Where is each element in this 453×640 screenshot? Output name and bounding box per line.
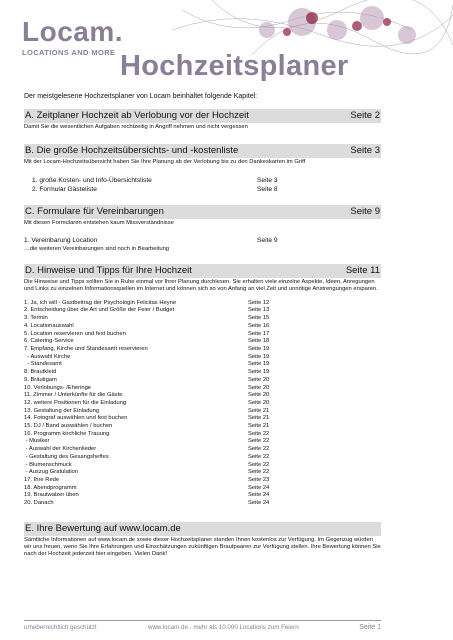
- toc-page: Seite 20: [248, 384, 270, 391]
- toc-label: 5. Location reservieren und fest buchen: [24, 330, 126, 337]
- section-title: C. Formulare für Vereinbarungen: [25, 205, 164, 217]
- section-header[interactable]: [24, 522, 381, 536]
- toc-page: Seite 22: [248, 469, 270, 476]
- toc-page: Seite 22: [248, 453, 270, 460]
- toc-row[interactable]: [24, 385, 381, 393]
- toc-label: 12. weitere Positionen für die Einladung: [24, 399, 127, 406]
- section-page: Seite 2: [350, 110, 380, 121]
- toc-label: 20. Danach: [24, 500, 54, 507]
- toc-row[interactable]: [24, 485, 381, 493]
- toc-row[interactable]: [24, 300, 381, 308]
- toc-row[interactable]: [24, 500, 381, 508]
- toc-label: 14. Fotograf auswählen und fest buchen: [24, 415, 128, 422]
- toc-page: Seite 20: [248, 392, 270, 399]
- list-item-label: 1. Vereinbarung Location: [24, 236, 98, 244]
- section-c-list: [24, 236, 381, 245]
- toc-row[interactable]: [24, 438, 381, 446]
- section-c: [24, 205, 381, 254]
- section-title: D. Hinweise und Tipps für Ihre Hochzeit: [25, 265, 192, 277]
- toc-page: Seite 21: [248, 423, 270, 430]
- section-page: Seite 9: [350, 205, 380, 217]
- section-header[interactable]: [24, 109, 381, 123]
- toc-row[interactable]: [24, 361, 381, 369]
- toc-row[interactable]: [24, 492, 381, 500]
- logo-tagline: LOCATIONS AND MORE: [22, 48, 116, 57]
- toc-label: - Musiker: [24, 438, 50, 445]
- main-content: [24, 93, 381, 559]
- toc-label: 6. Catering-Service: [24, 338, 74, 345]
- toc-label: - Auswahl der Kirchenlieder: [24, 446, 97, 453]
- section-b: [24, 144, 381, 193]
- toc-row[interactable]: [24, 346, 381, 354]
- toc-label: - Auszug Gratulation: [24, 469, 79, 476]
- toc-label: 15. DJ / Band auswählen / buchen: [24, 423, 113, 430]
- toc-page: Seite 16: [248, 322, 270, 329]
- logo-wordmark: [22, 18, 123, 46]
- toc-page: Seite 18: [248, 338, 270, 345]
- list-item[interactable]: [24, 236, 381, 245]
- toc-page: Seite 20: [248, 376, 270, 383]
- section-title: B. Die große Hochzeitsübersichts- und -kostenliste: [25, 145, 239, 157]
- toc-row[interactable]: [24, 307, 381, 315]
- toc-page: Seite 22: [248, 461, 270, 468]
- toc-label: 11. Zimmer / Unterkünfte für die Gäste: [24, 392, 123, 399]
- toc-row[interactable]: [24, 454, 381, 462]
- toc-label: 3. Termin: [24, 315, 48, 322]
- toc-label: 17. Ihre Rede: [24, 476, 60, 483]
- section-b-list: [24, 176, 381, 194]
- toc-label: 18. Abendprogramm: [24, 484, 77, 491]
- toc-page: Seite 24: [248, 500, 270, 507]
- toc-page: Seite 19: [248, 369, 270, 376]
- list-item-page: Seite 9: [257, 236, 278, 244]
- toc-label: 4. Locationauswahl: [24, 322, 74, 329]
- section-d-toc: [24, 300, 381, 508]
- section-page: Seite 3: [350, 145, 380, 157]
- section-title: A. Zeitplaner Hochzeit ab Verlobung vor der Hochzeit: [25, 110, 249, 121]
- toc-row[interactable]: [24, 415, 381, 423]
- section-description: Damit Sie die wesentlichen Aufgaben rechtzeitig in Angriff nehmen und nicht vergessen: [24, 124, 248, 130]
- section-description: Sämtliche Informationen auf www.locam.de sowie dieser Hochzeitsplaner standen Ihnen kostenlos zur Verfügung. Im Gegenzug würden wir uns freuen, wenn Sie Ihre Erfahrungen und Einschätzungen zukünftigen Brautpaaren zur Verfügung stellen. Ihre Bewertung können Sie nach der Hochzeit jederzeit hier eingeben. Vielen Dank!: [24, 536, 381, 558]
- toc-page: Seite 19: [248, 361, 270, 368]
- toc-label: 19. Brautwalzer üben: [24, 492, 79, 499]
- list-item-label: 2. Formular Gästeliste: [32, 185, 97, 193]
- toc-page: Seite 22: [248, 438, 270, 445]
- logo-text: Locam.: [22, 16, 124, 47]
- toc-page: Seite 19: [248, 353, 270, 360]
- footer-copyright: urheberrechtlich geschützt: [24, 624, 97, 631]
- toc-label: 10. Verlobungs- /Eheringe: [24, 384, 92, 391]
- toc-label: - Auswahl Kirche: [24, 353, 71, 360]
- toc-label: 7. Empfang, Kirche und Standesamt reservieren: [24, 346, 148, 352]
- toc-row[interactable]: [24, 431, 381, 439]
- section-description: Mit der Locam-Hochzeitsübersicht haben Sie Ihre Planung ab der Verlobung bis zu den Dankeskarten im Griff: [24, 159, 306, 166]
- toc-page: Seite 15: [248, 315, 270, 322]
- toc-row[interactable]: [24, 331, 381, 339]
- page-footer: [24, 620, 381, 633]
- toc-page: Seite 21: [248, 415, 270, 422]
- footer-website-link[interactable]: www.locam.de - mehr als 10.000 Locations zum Feiern: [148, 624, 299, 631]
- section-description: Mit diesen Formularen entstehen kaum Missverständnisse: [24, 219, 174, 226]
- toc-page: Seite 12: [248, 299, 270, 306]
- toc-row[interactable]: [24, 462, 381, 470]
- toc-row[interactable]: [24, 315, 381, 323]
- section-header[interactable]: [24, 144, 381, 158]
- section-a: [24, 109, 381, 131]
- section-header[interactable]: [24, 264, 381, 278]
- toc-page: Seite 22: [248, 430, 270, 437]
- list-item[interactable]: [24, 185, 381, 194]
- toc-row[interactable]: [24, 469, 381, 477]
- toc-row[interactable]: [24, 369, 381, 377]
- toc-label: 2. Entscheidung über die Art und Größe der Feier / Budget: [24, 307, 175, 314]
- toc-label: 9. Bräutigam: [24, 376, 57, 383]
- section-header[interactable]: [24, 205, 381, 219]
- toc-page: Seite 23: [248, 476, 270, 483]
- toc-label: - Gestaltung des Gesangsheftes: [24, 453, 109, 460]
- section-e: [24, 522, 381, 559]
- section-d: [24, 264, 381, 508]
- toc-label: - Blumenschmuck: [24, 461, 72, 468]
- toc-label: 1. Ja, ich will - Gastbeitrag der Psychologin Felicitas Heyne: [24, 299, 177, 306]
- toc-row[interactable]: [24, 400, 381, 408]
- list-item[interactable]: [24, 176, 381, 185]
- section-page: Seite 11: [345, 265, 380, 277]
- toc-page: Seite 24: [248, 484, 270, 491]
- toc-label: 8. Brautkleid: [24, 369, 57, 376]
- toc-page: Seite 20: [248, 399, 270, 406]
- toc-page: Seite 13: [248, 307, 270, 314]
- toc-row[interactable]: [24, 323, 381, 331]
- toc-row[interactable]: [24, 477, 381, 485]
- footer-page-number: Seite 1: [359, 624, 381, 631]
- toc-label: 16. Programm kirchliche Trauung: [24, 430, 110, 437]
- locam-logo[interactable]: [22, 18, 123, 57]
- toc-page: Seite 19: [248, 346, 270, 352]
- toc-page: Seite 21: [248, 407, 270, 414]
- toc-label: 13. Gestaltung der Einladung: [24, 407, 100, 414]
- list-item-label: 1. große Kosten- und Info-Übersichtsliste: [32, 176, 152, 184]
- toc-page: Seite 24: [248, 492, 270, 499]
- toc-row[interactable]: [24, 392, 381, 400]
- list-item-page: Seite 8: [257, 185, 278, 193]
- toc-row[interactable]: [24, 377, 381, 385]
- list-item-page: Seite 3: [257, 176, 278, 184]
- toc-row[interactable]: [24, 354, 381, 362]
- toc-row[interactable]: [24, 423, 381, 431]
- section-description: Die Hinweise und Tipps sollten Sie in Ruhe einmal vor Ihrer Planung durchlesen. Sie erhalten viele einzelne Aspekte, Ideen, Anregungen und Links zu einzelnen Informationsquellen im Internet und können sich so von Anfang an viel Zeit und unnötige Anstrengungen ersparen.: [24, 279, 378, 293]
- toc-row[interactable]: [24, 338, 381, 346]
- toc-page: Seite 22: [248, 446, 270, 453]
- section-note: …die weiteren Vereinbarungen sind noch in Bearbeitung: [24, 245, 170, 252]
- toc-label: - Standesamt: [24, 361, 62, 368]
- toc-page: Seite 17: [248, 330, 270, 337]
- section-title: E. Ihre Bewertung auf www.locam.de: [25, 522, 181, 534]
- intro-text: Der meistgelesene Hochzeitsplaner von Locam beinhaltet folgende Kapitel:: [24, 93, 258, 100]
- page-title: Hochzeitsplaner: [120, 50, 349, 82]
- toc-row[interactable]: [24, 446, 381, 454]
- toc-row[interactable]: [24, 408, 381, 416]
- header: [0, 0, 453, 88]
